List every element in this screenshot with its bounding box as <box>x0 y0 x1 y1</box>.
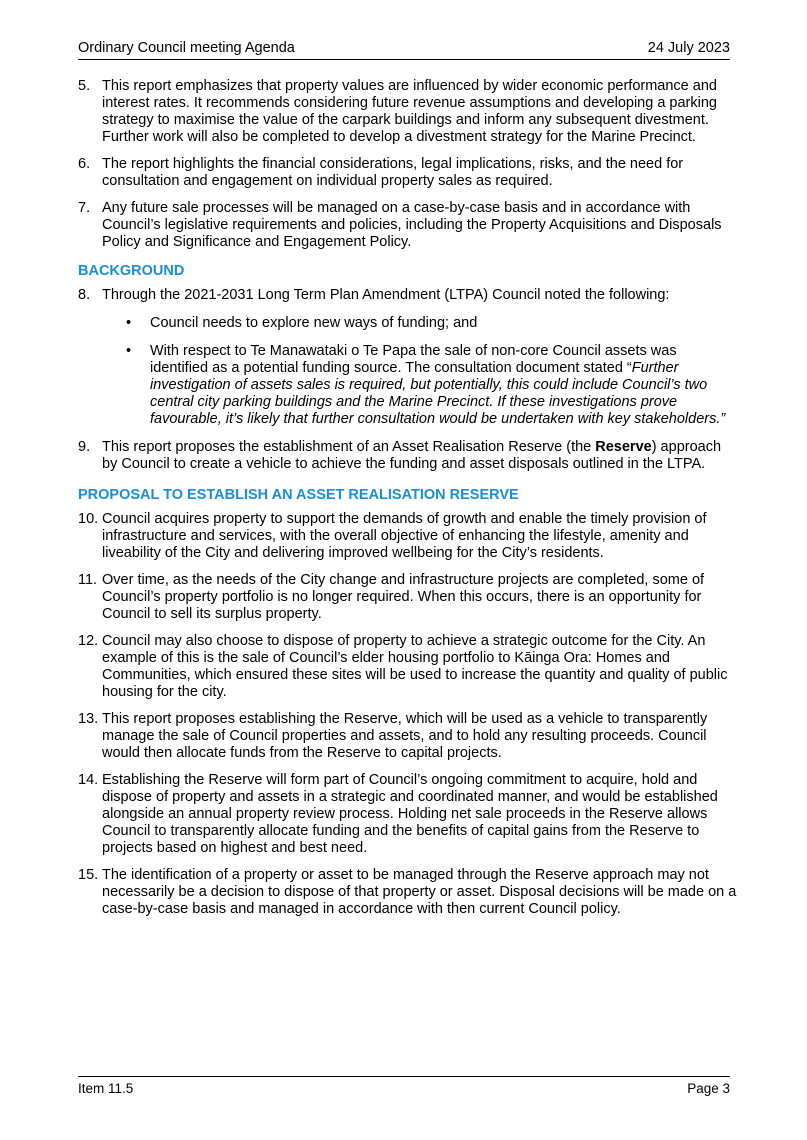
header-date: 24 July 2023 <box>647 40 730 56</box>
paragraph-7 <box>78 200 738 251</box>
reserve-term: Reserve <box>595 439 652 455</box>
paragraph-10 <box>78 511 738 562</box>
paragraph-text-cont: ) approach by Council to create a vehicle to achieve the funding and asset disposals outlined in the LTPA. <box>102 439 722 472</box>
section-heading-proposal: PROPOSAL TO ESTABLISH AN ASSET REALISATION RESERVE <box>78 487 519 503</box>
page-header <box>78 40 730 60</box>
footer-item: Item 11.5 <box>78 1081 134 1096</box>
paragraph-number: 6. <box>78 156 91 172</box>
paragraph-number: 9. <box>78 439 91 455</box>
footer-page-number: Page 3 <box>687 1081 730 1096</box>
paragraph-number: 15. <box>78 867 99 883</box>
paragraph-text: This report emphasizes that property values are influenced by wider economic performance and interest rates. It recommends considering future revenue assumptions and developing a parking strategy to maximise the value of the carpark buildings and inform any subsequent divestment. Further work will also be completed to develop a divestment strategy for the Marine Precinct. <box>102 78 717 145</box>
paragraph-number: 8. <box>78 287 91 303</box>
page-footer <box>78 1076 730 1096</box>
bullet-list <box>78 315 738 428</box>
paragraph-13 <box>78 711 738 762</box>
paragraph-6 <box>78 156 738 190</box>
paragraph-number: 10. <box>78 511 99 527</box>
section-heading-background: BACKGROUND <box>78 263 185 279</box>
paragraph-number: 14. <box>78 772 99 788</box>
paragraph-12 <box>78 633 738 701</box>
bullet-text: Council needs to explore new ways of funding; and <box>150 315 478 331</box>
bullet-item <box>78 343 738 428</box>
paragraph-text: Over time, as the needs of the City change and infrastructure projects are completed, some of Council’s property portfolio is no longer required. When this occurs, there is an opportunity for Council to sell its surplus property. <box>102 572 705 622</box>
paragraph-number: 11. <box>78 572 98 588</box>
bullet-quote: Further investigation of assets sales is required, but potentially, this could include Council’s two central city parking buildings and the Marine Precinct. If these investigations prove favourable, it’s likely that further consultation would be undertaken with key stakeholders.” <box>150 360 726 427</box>
paragraph-text: The identification of a property or asset to be managed through the Reserve approach may not necessarily be a decision to dispose of that property or asset. Disposal decisions will be made on a case-by-case basis and managed in accordance with then current Council policy. <box>102 867 737 917</box>
paragraph-text: Establishing the Reserve will form part of Council’s ongoing commitment to acquire, hold and dispose of property and assets in a strategic and coordinated manner, and would be established alongside an annual property review process. Holding net sale proceeds in the Reserve allows Council to transparently allocate funding and the benefits of capital gains from the Reserve to projects based on highest and best need. <box>102 772 718 856</box>
paragraph-number: 12. <box>78 633 99 649</box>
bullet-icon: • <box>126 343 132 359</box>
bullet-icon: • <box>126 315 132 331</box>
paragraph-15 <box>78 867 738 918</box>
document-body <box>78 78 738 928</box>
paragraph-text: This report proposes the establishment of an Asset Realisation Reserve (the <box>102 439 596 455</box>
paragraph-text: Council acquires property to support the demands of growth and enable the timely provision of infrastructure and services, with the overall objective of enhancing the lifestyle, amenity and liveability of the City and delivering improved wellbeing for the City’s residents. <box>102 511 707 561</box>
paragraph-text: Through the 2021-2031 Long Term Plan Amendment (LTPA) Council noted the following: <box>102 287 670 303</box>
paragraph-number: 5. <box>78 78 91 94</box>
paragraph-text: The report highlights the financial considerations, legal implications, risks, and the need for consultation and engagement on individual property sales as required. <box>102 156 684 189</box>
paragraph-number: 13. <box>78 711 99 727</box>
bullet-text: With respect to Te Manawataki o Te Papa the sale of non-core Council assets was identified as a potential funding source. The consultation document stated “ <box>150 343 677 376</box>
paragraph-text: This report proposes establishing the Reserve, which will be used as a vehicle to transparently manage the sale of Council properties and assets, and to hold any resulting proceeds. Council would then allocate funds from the Reserve to capital projects. <box>102 711 708 761</box>
bullet-item <box>78 315 738 332</box>
paragraph-9 <box>78 439 738 473</box>
header-title: Ordinary Council meeting Agenda <box>78 40 295 56</box>
paragraph-text: Council may also choose to dispose of property to achieve a strategic outcome for the City. An example of this is the sale of Council’s elder housing portfolio to Kāinga Ora: Homes and Communities, which ensured these sites will be used to increase the quantity and quality of public housing for the city. <box>102 633 728 700</box>
paragraph-text: Any future sale processes will be managed on a case-by-case basis and in accordance with Council’s legislative requirements and policies, including the Property Acquisitions and Disposals Policy and Significance and Engagement Policy. <box>102 200 722 250</box>
paragraph-11 <box>78 572 738 623</box>
paragraph-5 <box>78 78 738 146</box>
paragraph-number: 7. <box>78 200 91 216</box>
paragraph-8 <box>78 287 738 304</box>
paragraph-14 <box>78 772 738 857</box>
